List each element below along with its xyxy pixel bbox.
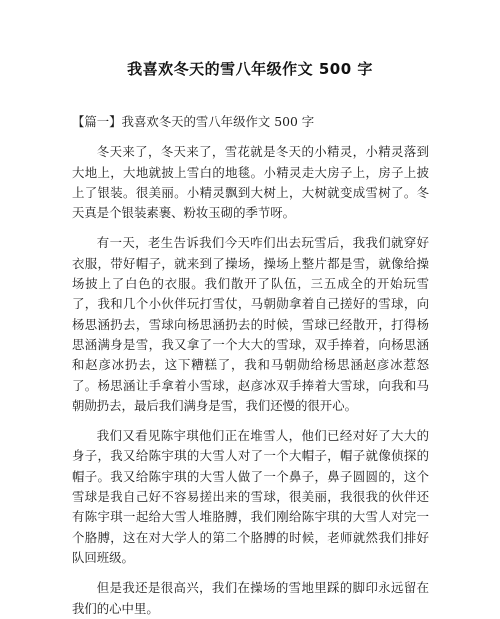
- document-body: [72, 112, 429, 619]
- paragraph-4: 但是我还是很高兴，我们在操场的雪地里踩的脚印永远留在我们的心中里。: [72, 580, 429, 616]
- paragraph-2: 有一天，老生告诉我们今天咋们出去玩雪后，我我们就穿好衣服，带好帽子，就来到了操场，操场上整片都是雪，就像给操场披上了白色的衣服。我们散开了队伍，三五成全的开始玩雪了，我和几个小伙伴玩打雪仗，马朝勋拿着自己搓好的雪球，向杨思涵扔去，雪球向杨思涵扔去的时候，雪球已经散开，打得杨思涵满身是雪，我又拿了一个大大的雪球，双手捧着，向杨思涵和赵彦冰扔去，这下糟糕了，我和马朝勋给杨思涵赵彦冰惹怒了。杨思涵让手拿着小雪球，赵彦冰双手捧着大雪球，向我和马朝勋扔去，最后我们满身是雪，我们还慢的很开心。: [72, 235, 429, 413]
- document-title: 我喜欢冬天的雪八年级作文 500 字: [127, 60, 373, 78]
- section-heading: 【篇一】我喜欢冬天的雪八年级作文 500 字: [72, 114, 315, 129]
- paragraph-1: 冬天来了，冬天来了，雪花就是冬天的小精灵，小精灵落到大地上，大地就披上雪白的地毯。小精灵走大房子上，房子上披上了银装。很美丽。小精灵飘到大树上，大树就变成雪树了。冬天真是个银装素裹、粉妆玉砌的季节呀。: [72, 144, 429, 221]
- paragraph-3: 我们又看见陈宇琪他们正在堆雪人，他们已经对好了大大的身子，我又给陈宇琪的大雪人对了一个大帽子，帽子就像侦探的帽子。我又给陈宇琪的大雪人做了一个鼻子，鼻子圆圆的，这个雪球是我自己好不容易搓出来的雪球，很美丽，我很我的伙伴还有陈宇琪一起给大雪人堆胳膊，我们刚给陈宇琪的大雪人对完一个胳膊，这在对大学人的第二个胳膊的时候，老师就然我们排好队回班级。: [72, 428, 429, 565]
